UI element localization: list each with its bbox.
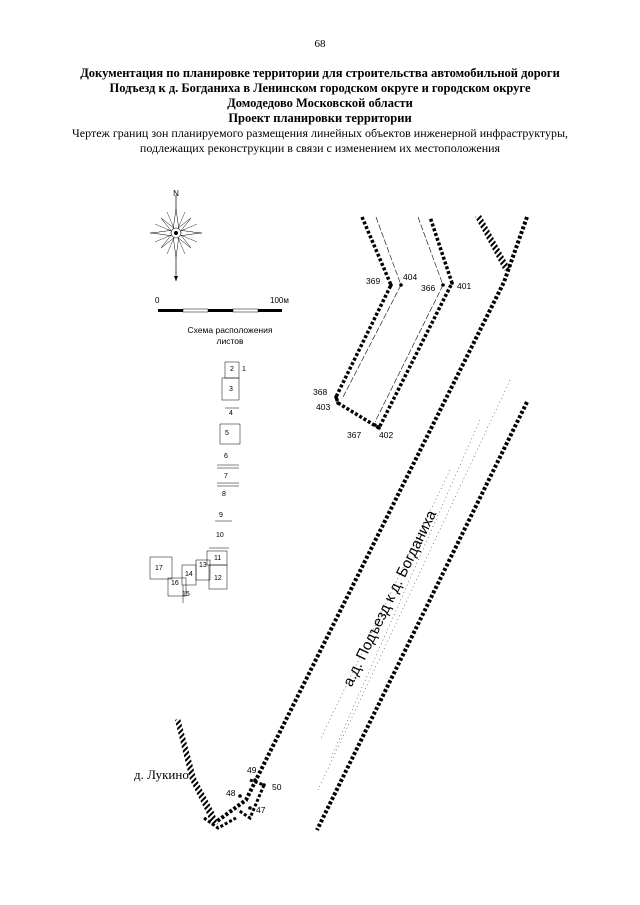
header-line-2: Подъезд к д. Богданиха в Ленинском городском округе и городском округе <box>109 81 531 95</box>
sheet-label-5: 5 <box>225 430 229 437</box>
sheet-scheme-title-line-2: листов <box>216 336 244 346</box>
sheet-label-8: 8 <box>222 491 226 498</box>
sheet-index-labels <box>155 366 246 598</box>
sheet-label-11: 11 <box>214 555 222 562</box>
page-number: 68 <box>314 38 326 50</box>
sheet-index-diagram <box>150 362 240 603</box>
point-label-404: 404 <box>403 272 418 282</box>
road-boundary-left <box>216 217 527 822</box>
point-label-403: 403 <box>316 402 331 412</box>
point-label-48: 48 <box>226 788 236 798</box>
hatched-stream-north <box>475 215 510 271</box>
point-label-402: 402 <box>379 430 394 440</box>
point-label-47: 47 <box>256 805 266 815</box>
header-line-3: Домодедово Московской области <box>227 96 413 110</box>
reconstruction-zone-north <box>336 217 452 428</box>
village-label: д. Лукино <box>134 767 189 782</box>
scale-start-label: 0 <box>155 296 160 305</box>
header-line-1: Документация по планировке территории для строительства автомобильной дороги <box>80 66 560 80</box>
scale-end-label: 100м <box>270 296 289 305</box>
road-label: а.д. Подъезд к д. Богданиха <box>339 507 441 690</box>
point-label-366: 366 <box>421 283 436 293</box>
header-line-4: Проект планировки территории <box>228 111 412 125</box>
sheet-label-2: 2 <box>230 366 234 373</box>
sheet-label-13: 13 <box>199 562 207 569</box>
sheet-label-15: 15 <box>182 591 190 598</box>
sheet-label-12: 12 <box>214 575 222 582</box>
sheet-label-16: 16 <box>171 580 179 587</box>
point-label-369: 369 <box>366 276 381 286</box>
point-label-49: 49 <box>247 765 257 775</box>
sheet-label-9: 9 <box>219 512 223 519</box>
sheet-scheme-title <box>180 325 280 347</box>
scale-bar <box>158 309 282 312</box>
point-label-50: 50 <box>272 782 282 792</box>
sheet-label-4: 4 <box>229 410 233 417</box>
point-label-401: 401 <box>457 281 472 291</box>
compass-rose-icon <box>150 195 202 281</box>
header-line-6: подлежащих реконструкции в связи с изменением их местоположения <box>139 141 501 155</box>
point-label-367: 367 <box>347 430 362 440</box>
compass-north-label: N <box>173 189 179 198</box>
sheet-label-1: 1 <box>242 366 246 373</box>
sheet-label-3: 3 <box>229 386 233 393</box>
sheet-label-7: 7 <box>224 473 228 480</box>
sheet-label-10: 10 <box>216 532 224 539</box>
point-label-368: 368 <box>313 387 328 397</box>
header-line-5: Чертеж границ зон планируемого размещения линейных объектов инженерной инфраструктуры, <box>71 126 569 140</box>
road-boundary-right <box>317 402 527 830</box>
sheet-scheme-title-line-1: Схема расположения <box>187 325 273 335</box>
right-of-way-lines <box>318 380 510 790</box>
sheet-label-6: 6 <box>224 453 228 460</box>
sheet-label-17: 17 <box>155 565 163 572</box>
sheet-label-14: 14 <box>185 571 193 578</box>
